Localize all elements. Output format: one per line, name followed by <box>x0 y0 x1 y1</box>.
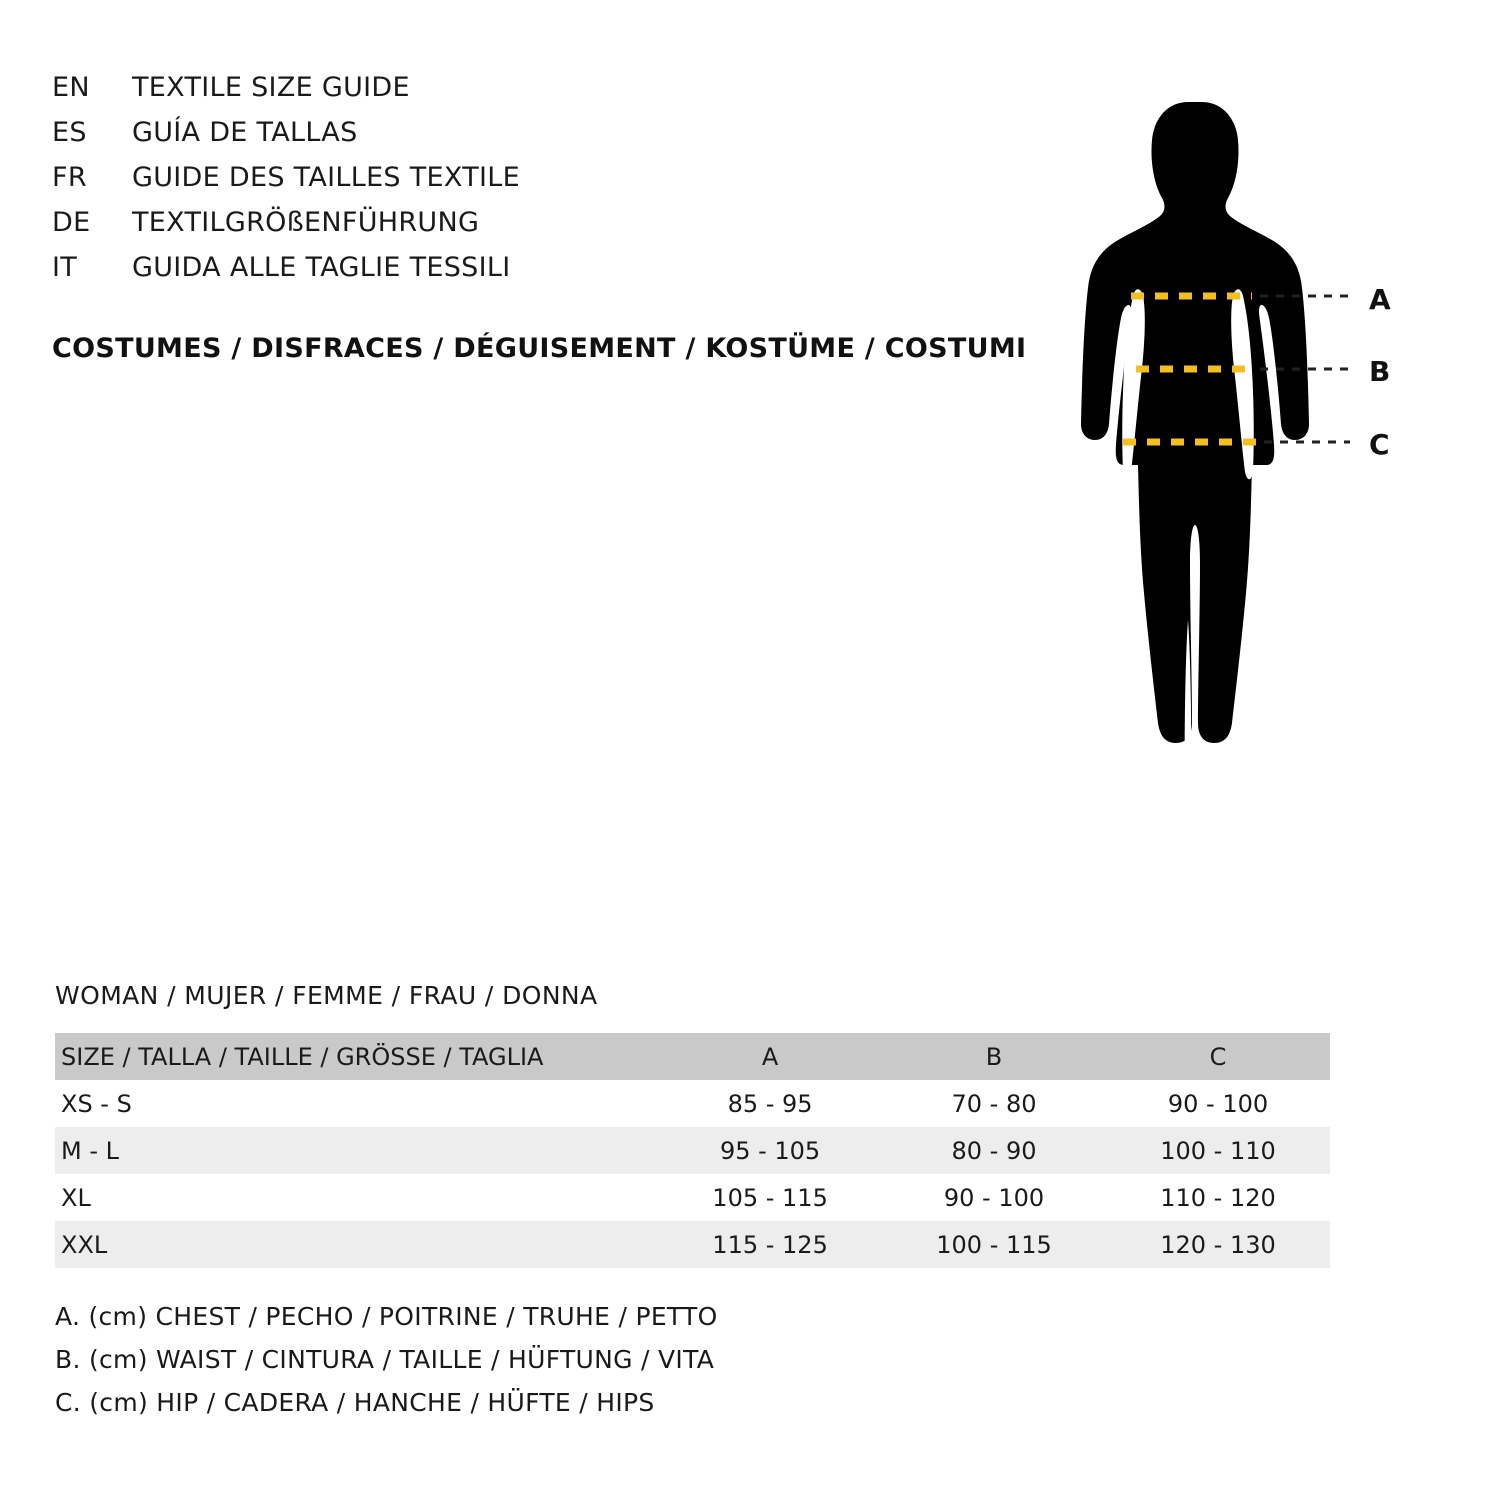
language-list <box>52 72 692 297</box>
cell-size: XXL <box>61 1230 108 1259</box>
table-row <box>55 1080 1330 1127</box>
table-header-row <box>55 1033 1330 1080</box>
table-body <box>55 1080 1330 1268</box>
header-size: SIZE / TALLA / TAILLE / GRÖSSE / TAGLIA <box>61 1042 544 1071</box>
language-text-es: GUÍA DE TALLAS <box>132 117 358 148</box>
cell-size: M - L <box>61 1136 119 1165</box>
cell-c: 100 - 110 <box>1160 1136 1276 1165</box>
language-code-fr: FR <box>52 162 87 193</box>
woman-silhouette-icon <box>1020 60 1470 940</box>
legend-row-c: C. (cm) HIP / CADERA / HANCHE / HÜFTE / HIPS <box>55 1388 655 1417</box>
cell-a: 95 - 105 <box>719 1136 821 1165</box>
table-row <box>55 1174 1330 1221</box>
cell-a: 105 - 115 <box>712 1183 828 1212</box>
language-text-it: GUIDA ALLE TAGLIE TESSILI <box>132 252 511 283</box>
table-row <box>55 1221 1330 1268</box>
cell-size: XS - S <box>61 1089 132 1118</box>
header-a: A <box>761 1042 779 1071</box>
table-header <box>55 1033 1330 1080</box>
measure-label-a: A <box>1369 283 1391 316</box>
legend-row-a: A. (cm) CHEST / PECHO / POITRINE / TRUHE / PETTO <box>55 1302 718 1331</box>
language-row-fr <box>52 162 692 207</box>
measure-label-c: C <box>1369 428 1390 461</box>
language-text-fr: GUIDE DES TAILLES TEXTILE <box>132 162 520 193</box>
language-row-en <box>52 72 692 117</box>
cell-c: 110 - 120 <box>1160 1183 1276 1212</box>
costumes-heading: COSTUMES / DISFRACES / DÉGUISEMENT / KOSTÜME / COSTUMI <box>52 333 1027 364</box>
cell-size: XL <box>61 1183 91 1212</box>
cell-b: 100 - 115 <box>936 1230 1052 1259</box>
table-row <box>55 1127 1330 1174</box>
cell-b: 90 - 100 <box>943 1183 1045 1212</box>
language-code-es: ES <box>52 117 87 148</box>
cell-a: 85 - 95 <box>727 1089 813 1118</box>
size-table <box>55 1033 1330 1268</box>
language-text-de: TEXTILGRÖßENFÜHRUNG <box>132 207 480 238</box>
measure-label-b: B <box>1369 355 1391 388</box>
legend-row-b: B. (cm) WAIST / CINTURA / TAILLE / HÜFTUNG / VITA <box>55 1345 715 1374</box>
language-code-de: DE <box>52 207 91 238</box>
cell-b: 70 - 80 <box>951 1089 1037 1118</box>
cell-c: 90 - 100 <box>1167 1089 1269 1118</box>
language-row-es <box>52 117 692 162</box>
cell-a: 115 - 125 <box>712 1230 828 1259</box>
language-code-it: IT <box>52 252 78 283</box>
figure-area <box>1020 60 1470 940</box>
header-c: C <box>1209 1042 1227 1071</box>
table-caption: WOMAN / MUJER / FEMME / FRAU / DONNA <box>55 981 598 1010</box>
header-b: B <box>985 1042 1003 1071</box>
language-code-en: EN <box>52 72 90 103</box>
cell-b: 80 - 90 <box>951 1136 1037 1165</box>
legend <box>55 1295 1055 1424</box>
cell-c: 120 - 130 <box>1160 1230 1276 1259</box>
language-row-it <box>52 252 692 297</box>
language-text-en: TEXTILE SIZE GUIDE <box>132 72 410 103</box>
language-row-de <box>52 207 692 252</box>
